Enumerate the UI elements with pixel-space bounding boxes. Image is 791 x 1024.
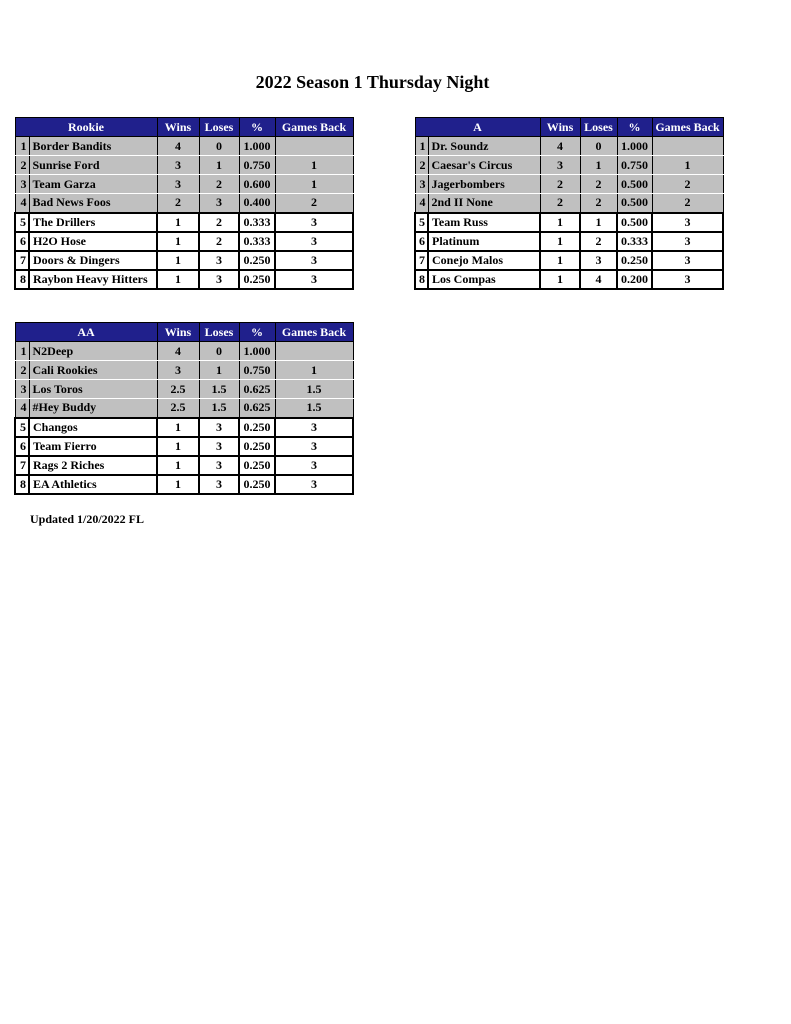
- wins-cell: 1: [157, 437, 199, 456]
- pct-cell: 0.625: [239, 399, 275, 418]
- rank-cell: 4: [415, 194, 428, 213]
- pct-cell: 0.250: [239, 270, 275, 289]
- loses-column-header: Loses: [580, 118, 617, 137]
- team-name-cell: H2O Hose: [29, 232, 157, 251]
- wins-cell: 4: [157, 137, 199, 156]
- loses-cell: 1: [580, 156, 617, 175]
- games-back-cell: [275, 342, 353, 361]
- games-back-cell: [275, 137, 353, 156]
- table-row: [15, 175, 353, 194]
- table-row: [415, 156, 723, 175]
- wins-cell: 1: [157, 475, 199, 494]
- pct-cell: 0.400: [239, 194, 275, 213]
- standings-table-rookie: [14, 117, 352, 290]
- wins-cell: 2: [540, 194, 580, 213]
- loses-cell: 2: [580, 175, 617, 194]
- wins-cell: 3: [540, 156, 580, 175]
- loses-cell: 2: [580, 232, 617, 251]
- wins-cell: 1: [540, 232, 580, 251]
- team-name-cell: Caesar's Circus: [428, 156, 540, 175]
- wins-cell: 1: [540, 251, 580, 270]
- team-name-cell: Rags 2 Riches: [29, 456, 157, 475]
- team-name-cell: The Drillers: [29, 213, 157, 232]
- loses-cell: 0: [199, 342, 239, 361]
- wins-cell: 2.5: [157, 380, 199, 399]
- pct-column-header: %: [617, 118, 652, 137]
- rank-cell: 6: [15, 232, 29, 251]
- pct-cell: 0.200: [617, 270, 652, 289]
- rank-cell: 2: [415, 156, 428, 175]
- rank-cell: 7: [15, 456, 29, 475]
- wins-cell: 2.5: [157, 399, 199, 418]
- loses-cell: 3: [199, 437, 239, 456]
- games-back-cell: 3: [652, 232, 723, 251]
- loses-cell: 2: [199, 175, 239, 194]
- games-back-cell: 3: [275, 456, 353, 475]
- division-label: Rookie: [15, 118, 157, 137]
- team-name-cell: Changos: [29, 418, 157, 437]
- table-row: [15, 213, 353, 232]
- wins-cell: 1: [157, 213, 199, 232]
- pct-cell: 1.000: [239, 137, 275, 156]
- rank-cell: 8: [415, 270, 428, 289]
- rank-cell: 3: [415, 175, 428, 194]
- wins-cell: 3: [157, 175, 199, 194]
- wins-cell: 2: [540, 175, 580, 194]
- pct-cell: 1.000: [239, 342, 275, 361]
- rank-cell: 5: [15, 213, 29, 232]
- rank-cell: 8: [15, 270, 29, 289]
- loses-cell: 3: [199, 270, 239, 289]
- pct-cell: 0.500: [617, 175, 652, 194]
- table-row: [15, 137, 353, 156]
- pct-column-header: %: [239, 323, 275, 342]
- table-row: [415, 137, 723, 156]
- loses-cell: 1: [199, 361, 239, 380]
- games-back-cell: 3: [275, 475, 353, 494]
- table-row: [15, 270, 353, 289]
- games-back-cell: 2: [652, 175, 723, 194]
- team-name-cell: 2nd II None: [428, 194, 540, 213]
- wins-cell: 1: [540, 213, 580, 232]
- rank-cell: 4: [15, 194, 29, 213]
- wins-cell: 1: [157, 232, 199, 251]
- loses-cell: 1.5: [199, 380, 239, 399]
- aa-table-body: [15, 342, 353, 494]
- games-back-cell: 3: [275, 437, 353, 456]
- team-name-cell: N2Deep: [29, 342, 157, 361]
- wins-cell: 2: [157, 194, 199, 213]
- loses-cell: 1.5: [199, 399, 239, 418]
- games-back-cell: 3: [275, 270, 353, 289]
- games-back-cell: 1: [275, 361, 353, 380]
- team-name-cell: EA Athletics: [29, 475, 157, 494]
- rank-cell: 2: [15, 361, 29, 380]
- games-back-column-header: Games Back: [275, 323, 353, 342]
- pct-cell: 0.600: [239, 175, 275, 194]
- games-back-cell: 3: [275, 251, 353, 270]
- rank-cell: 4: [15, 399, 29, 418]
- table-row: [415, 270, 723, 289]
- loses-column-header: Loses: [199, 323, 239, 342]
- loses-cell: 3: [199, 418, 239, 437]
- pct-cell: 0.750: [239, 156, 275, 175]
- games-back-cell: 3: [652, 251, 723, 270]
- games-back-cell: 1.5: [275, 399, 353, 418]
- standings-table-a: [414, 117, 722, 290]
- loses-cell: 0: [199, 137, 239, 156]
- wins-cell: 1: [157, 418, 199, 437]
- wins-cell: 1: [157, 270, 199, 289]
- games-back-cell: 2: [652, 194, 723, 213]
- table-row: [15, 251, 353, 270]
- loses-cell: 3: [199, 251, 239, 270]
- loses-cell: 3: [199, 456, 239, 475]
- wins-column-header: Wins: [157, 118, 199, 137]
- pct-cell: 0.333: [617, 232, 652, 251]
- table-row: [15, 232, 353, 251]
- division-label: A: [415, 118, 540, 137]
- loses-cell: 3: [580, 251, 617, 270]
- table-row: [415, 194, 723, 213]
- table-row: [415, 232, 723, 251]
- games-back-cell: 2: [275, 194, 353, 213]
- loses-cell: 2: [199, 213, 239, 232]
- rank-cell: 1: [415, 137, 428, 156]
- wins-cell: 3: [157, 361, 199, 380]
- division-label: AA: [15, 323, 157, 342]
- games-back-cell: 1: [275, 175, 353, 194]
- table-row: [15, 156, 353, 175]
- wins-column-header: Wins: [540, 118, 580, 137]
- games-back-column-header: Games Back: [275, 118, 353, 137]
- wins-cell: 3: [157, 156, 199, 175]
- games-back-cell: 3: [275, 213, 353, 232]
- table-row: [415, 175, 723, 194]
- loses-cell: 3: [199, 475, 239, 494]
- pct-cell: 0.750: [617, 156, 652, 175]
- loses-cell: 1: [199, 156, 239, 175]
- pct-cell: 0.250: [239, 475, 275, 494]
- table-header-row: [15, 323, 353, 342]
- rank-cell: 5: [15, 418, 29, 437]
- loses-cell: 2: [199, 232, 239, 251]
- pct-cell: 0.333: [239, 213, 275, 232]
- table-row: [15, 361, 353, 380]
- table-row: [15, 194, 353, 213]
- rank-cell: 1: [15, 342, 29, 361]
- table-row: [415, 213, 723, 232]
- standings-table-aa: [14, 322, 352, 495]
- a-table-body: [415, 137, 723, 289]
- rank-cell: 3: [15, 175, 29, 194]
- loses-cell: 1: [580, 213, 617, 232]
- pct-cell: 0.500: [617, 213, 652, 232]
- pct-cell: 0.750: [239, 361, 275, 380]
- wins-cell: 4: [540, 137, 580, 156]
- rank-cell: 6: [415, 232, 428, 251]
- loses-cell: 2: [580, 194, 617, 213]
- games-back-cell: 3: [275, 418, 353, 437]
- team-name-cell: Cali Rookies: [29, 361, 157, 380]
- team-name-cell: Team Russ: [428, 213, 540, 232]
- table-row: [15, 380, 353, 399]
- loses-cell: 0: [580, 137, 617, 156]
- loses-cell: 3: [199, 194, 239, 213]
- team-name-cell: Doors & Dingers: [29, 251, 157, 270]
- games-back-cell: 1: [652, 156, 723, 175]
- table-header-row: [15, 118, 353, 137]
- pct-cell: 0.250: [617, 251, 652, 270]
- team-name-cell: Dr. Soundz: [428, 137, 540, 156]
- team-name-cell: Los Compas: [428, 270, 540, 289]
- table-row: [15, 437, 353, 456]
- loses-column-header: Loses: [199, 118, 239, 137]
- table-row: [15, 456, 353, 475]
- table-row: [15, 418, 353, 437]
- rank-cell: 5: [415, 213, 428, 232]
- pct-cell: 0.250: [239, 437, 275, 456]
- team-name-cell: Conejo Malos: [428, 251, 540, 270]
- pct-cell: 0.625: [239, 380, 275, 399]
- rank-cell: 3: [15, 380, 29, 399]
- pct-cell: 0.333: [239, 232, 275, 251]
- rank-cell: 7: [415, 251, 428, 270]
- team-name-cell: Platinum: [428, 232, 540, 251]
- games-back-column-header: Games Back: [652, 118, 723, 137]
- games-back-cell: 1.5: [275, 380, 353, 399]
- team-name-cell: Sunrise Ford: [29, 156, 157, 175]
- team-name-cell: Bad News Foos: [29, 194, 157, 213]
- rank-cell: 2: [15, 156, 29, 175]
- table-row: [15, 475, 353, 494]
- rank-cell: 6: [15, 437, 29, 456]
- rank-cell: 8: [15, 475, 29, 494]
- pct-cell: 1.000: [617, 137, 652, 156]
- loses-cell: 4: [580, 270, 617, 289]
- table-row: [15, 399, 353, 418]
- team-name-cell: Raybon Heavy Hitters: [29, 270, 157, 289]
- table-row: [415, 251, 723, 270]
- team-name-cell: Team Fierro: [29, 437, 157, 456]
- wins-cell: 1: [540, 270, 580, 289]
- rookie-table-body: [15, 137, 353, 289]
- games-back-cell: 3: [275, 232, 353, 251]
- updated-note: Updated 1/20/2022 FL: [30, 512, 145, 526]
- page-title: 2022 Season 1 Thursday Night: [255, 72, 490, 92]
- team-name-cell: Los Toros: [29, 380, 157, 399]
- games-back-cell: 3: [652, 213, 723, 232]
- wins-cell: 4: [157, 342, 199, 361]
- team-name-cell: #Hey Buddy: [29, 399, 157, 418]
- games-back-cell: 1: [275, 156, 353, 175]
- pct-cell: 0.250: [239, 251, 275, 270]
- pct-cell: 0.250: [239, 456, 275, 475]
- pct-cell: 0.500: [617, 194, 652, 213]
- wins-cell: 1: [157, 251, 199, 270]
- team-name-cell: Team Garza: [29, 175, 157, 194]
- pct-cell: 0.250: [239, 418, 275, 437]
- table-header-row: [415, 118, 723, 137]
- pct-column-header: %: [239, 118, 275, 137]
- rank-cell: 7: [15, 251, 29, 270]
- wins-column-header: Wins: [157, 323, 199, 342]
- wins-cell: 1: [157, 456, 199, 475]
- games-back-cell: 3: [652, 270, 723, 289]
- team-name-cell: Jagerbombers: [428, 175, 540, 194]
- games-back-cell: [652, 137, 723, 156]
- team-name-cell: Border Bandits: [29, 137, 157, 156]
- table-row: [15, 342, 353, 361]
- rank-cell: 1: [15, 137, 29, 156]
